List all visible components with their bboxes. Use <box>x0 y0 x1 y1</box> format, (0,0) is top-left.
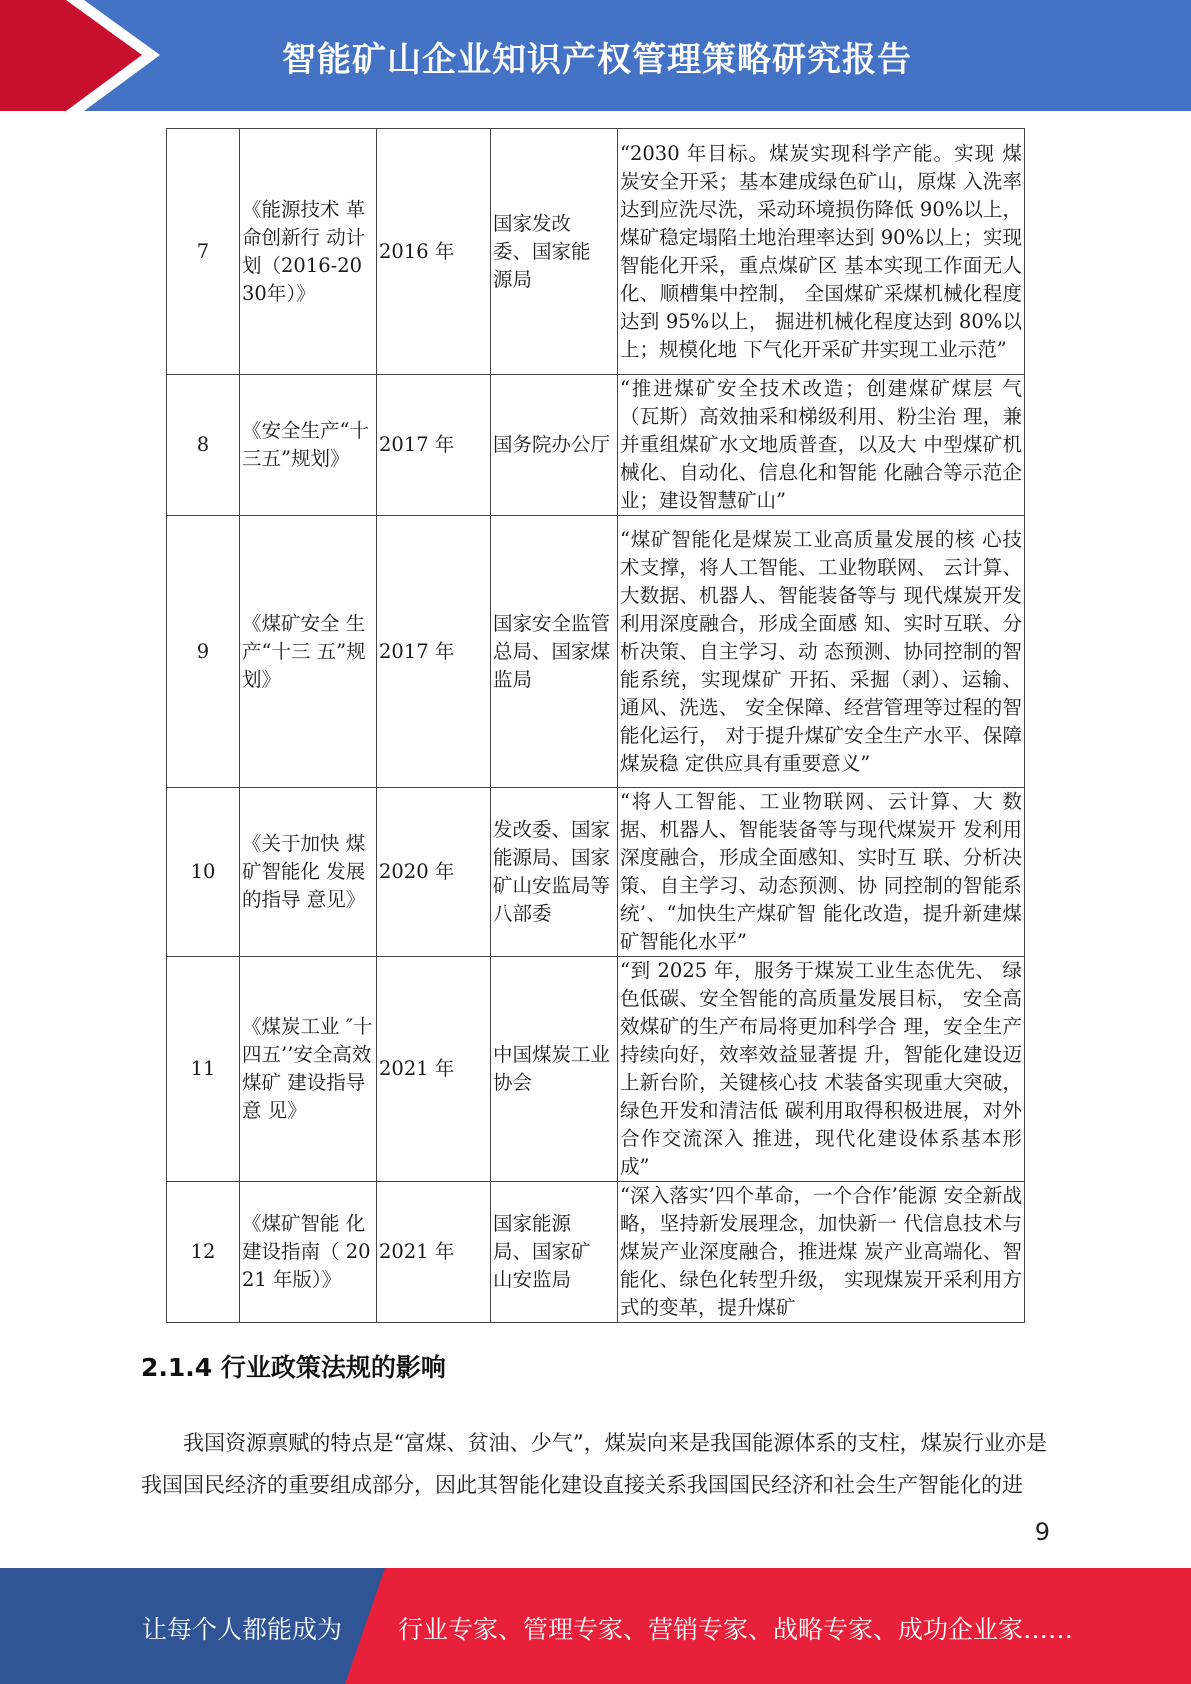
table-row <box>167 1182 1025 1323</box>
table-row <box>167 957 1025 1182</box>
policy-name: 《煤炭工业 ″十四五’’安全高效煤矿 建设指导意 见》 <box>240 957 377 1182</box>
policy-content: “煤矿智能化是煤炭工业高质量发展的核 心技术支撑，将人工智能、工业物联网、 云计算、大数据、机器人、智能装备等与 现代煤炭开发利用深度融合，形成全面感 知、实时互联、分析决策、自主学习、动 态预测、协同控制的智能系统，实现煤矿 开拓、采掘（剥）、运输、通风、洗选、 安全保障、经营管理等过程的智能化运行， 对于提升煤矿安全生产水平、保障煤炭稳 定供应具有重要意义” <box>618 516 1025 788</box>
row-number: 10 <box>167 788 240 957</box>
row-number: 12 <box>167 1182 240 1323</box>
table-row <box>167 375 1025 516</box>
footer-slogan-right: 行业专家、管理专家、营销专家、战略专家、成功企业家…… <box>398 1615 1074 1644</box>
policy-year: 2016 年 <box>377 129 491 375</box>
issuing-department: 国家能源 局、国家矿 山安监局 <box>491 1182 618 1323</box>
footer-slogan-left: 让每个人都能成为 <box>142 1615 343 1644</box>
policy-year: 2021 年 <box>377 957 491 1182</box>
policy-year: 2017 年 <box>377 375 491 516</box>
table-row <box>167 129 1025 375</box>
body-paragraph: 我国资源禀赋的特点是“富煤、贫油、少气”，煤炭向来是我国能源体系的支柱，煤炭行业亦是我国国民经济的重要组成部分，因此其智能化建设直接关系我国国民经济和社会生产智能化的进 <box>141 1431 1047 1497</box>
report-title: 智能矿山企业知识产权管理策略研究报告 <box>282 40 912 80</box>
issuing-department: 发改委、国家能源局、国家矿山安监局等八部委 <box>491 788 618 957</box>
policy-name: 《能源技术 革命创新行 动计划（2016-2030年）》 <box>240 129 377 375</box>
policy-year: 2017 年 <box>377 516 491 788</box>
row-number: 9 <box>167 516 240 788</box>
row-number: 11 <box>167 957 240 1182</box>
page-header <box>0 0 1191 111</box>
issuing-department: 国家发改 委、国家能 源局 <box>491 129 618 375</box>
policy-year: 2021 年 <box>377 1182 491 1323</box>
page-number: 9 <box>1034 1518 1050 1546</box>
table-row <box>167 788 1025 957</box>
policy-content: “将人工智能、工业物联网、云计算、大 数据、机器人、智能装备等与现代煤炭开 发利用深度融合，形成全面感知、实时互 联、分析决策、自主学习、动态预测、协 同控制的智能系统’、“加快生产煤矿智 能化改造，提升新建煤矿智能化水平” <box>618 788 1025 957</box>
policy-content: “到 2025 年，服务于煤炭工业生态优先、 绿色低碳、安全智能的高质量发展目标， 安全高效煤矿的生产布局将更加科学合 理，安全生产持续向好，效率效益显著提 升，智能化建设迈上新台阶，关键核心技 术装备实现重大突破，绿色开发和清洁低 碳利用取得积极进展，对外合作交流深入 推进，现代化建设体系基本形成” <box>618 957 1025 1182</box>
policy-year: 2020 年 <box>377 788 491 957</box>
policy-content: “推进煤矿安全技术改造；创建煤矿煤层 气（瓦斯）高效抽采和梯级利用、粉尘治 理，兼并重组煤矿水文地质普查，以及大 中型煤矿机械化、自动化、信息化和智能 化融合等示范企业；建设智慧矿山” <box>618 375 1025 516</box>
policy-content: “2030 年目标。煤炭实现科学产能。实现 煤炭安全开采；基本建成绿色矿山，原煤 入洗率达到应洗尽洗，采动环境损伤降低 90%以上，煤矿稳定塌陷土地治理率达到 90%以上；实现智能化开采，重点煤矿区 基本实现工作面无人化、顺槽集中控制， 全国煤矿采煤机械化程度达到 95%以上， 掘进机械化程度达到 80%以上；规模化地 下气化开采矿井实现工业示范” <box>618 129 1025 375</box>
policy-name: 《煤矿智能 化建设指南（ 2021 年版）》 <box>240 1182 377 1323</box>
section-heading: 2.1.4 行业政策法规的影响 <box>141 1353 446 1382</box>
policy-name: 《关于加快 煤矿智能化 发展的指导 意见》 <box>240 788 377 957</box>
page-footer <box>0 1568 1191 1684</box>
row-number: 7 <box>167 129 240 375</box>
header-red-arrow-decoration <box>0 0 150 111</box>
table-row <box>167 516 1025 788</box>
policy-name: 《煤矿安全 生产“十三 五”规划》 <box>240 516 377 788</box>
row-number: 8 <box>167 375 240 516</box>
issuing-department: 国务院办公厅 <box>491 375 618 516</box>
policy-table <box>166 128 1025 1323</box>
policy-content: “深入落实’四个革命，一个合作’能源 安全新战略，坚持新发展理念，加快新一 代信息技术与煤炭产业深度融合，推进煤 炭产业高端化、智能化、绿色化转型升级， 实现煤炭开采利用方式的变革，提升煤矿 <box>618 1182 1025 1323</box>
policy-name: 《安全生产“十三五”规划》 <box>240 375 377 516</box>
issuing-department: 国家安全监管总局、国家煤监局 <box>491 516 618 788</box>
issuing-department: 中国煤炭工业协会 <box>491 957 618 1182</box>
